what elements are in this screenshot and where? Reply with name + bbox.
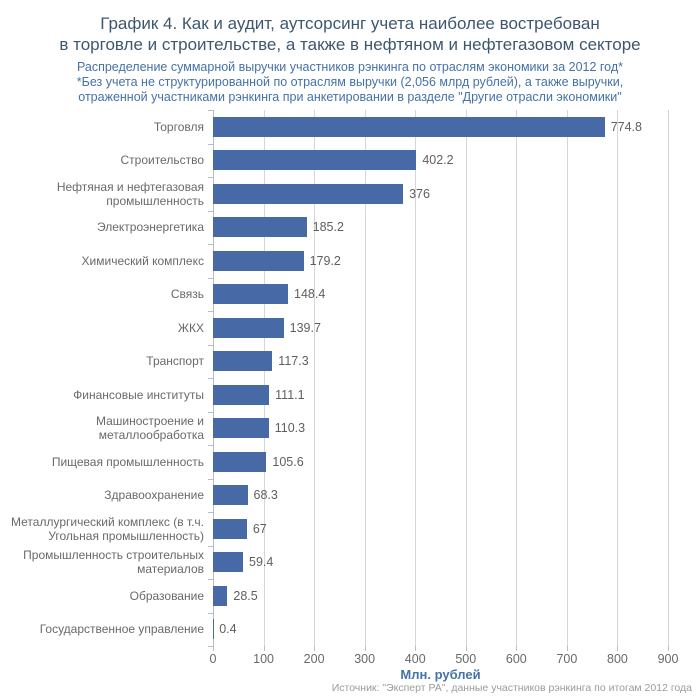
bar-cell (213, 244, 668, 278)
category-label: Нефтяная и нефтегазовая промышленность (56, 179, 204, 208)
value-label: 185.2 (312, 220, 344, 235)
chart-row (0, 345, 700, 379)
value-label: 0.4 (219, 622, 237, 637)
x-axis-tick-label: 800 (607, 652, 628, 666)
category-label: Связь (170, 287, 204, 302)
value-label: 179.2 (309, 253, 341, 268)
value-label: 148.4 (294, 287, 326, 302)
category-label: Металлургический комплекс (в т.ч. Угольная промышленность) (11, 514, 204, 543)
bar-cell (213, 311, 668, 345)
bar-cell (213, 613, 668, 647)
bar-rows (0, 110, 700, 646)
bar (213, 184, 403, 204)
category-label: ЖКХ (177, 320, 204, 335)
bar (213, 485, 248, 505)
value-label: 28.5 (233, 588, 258, 603)
chart-row (0, 512, 700, 546)
value-label: 111.1 (275, 387, 305, 402)
bar-cell (213, 579, 668, 613)
bar (213, 452, 266, 472)
x-axis-tick-label: 200 (303, 652, 325, 666)
category-label: Торговля (153, 119, 204, 134)
chart-title (0, 13, 700, 55)
value-label: 105.6 (272, 454, 304, 469)
bar-cell (213, 412, 668, 446)
plot-area (0, 110, 700, 646)
chart-row (0, 412, 700, 446)
x-axis-tick-label: 700 (556, 652, 578, 666)
value-label: 59.4 (249, 555, 274, 570)
value-label: 67 (252, 521, 267, 536)
category-label: Пищевая промышленность (51, 454, 204, 469)
chart-row (0, 613, 700, 647)
x-axis-tick (668, 646, 669, 651)
category-label: Строительство (120, 153, 204, 168)
bar (213, 351, 272, 371)
chart-row (0, 579, 700, 613)
chart-subtitle (0, 60, 700, 105)
x-axis-tick-label: 500 (455, 652, 477, 666)
chart-row (0, 278, 700, 312)
chart-subtitle-line1: Распределение суммарной выручки участников рэнкинга по отраслям экономики за 2012 год* (76, 60, 624, 74)
value-label: 376 (409, 186, 430, 201)
source-note: Источник: "Эксперт РА", данные участников рэнкинга по итогам 2012 года (331, 682, 692, 694)
bar (213, 284, 288, 304)
chart-row (0, 211, 700, 245)
value-label: 139.7 (289, 320, 321, 335)
chart-row (0, 445, 700, 479)
value-label: 402.2 (422, 153, 454, 168)
bar-cell (213, 144, 668, 178)
category-label: Транспорт (146, 354, 204, 369)
chart-row (0, 378, 700, 412)
bar (213, 586, 227, 606)
x-axis-tick-label: 300 (354, 652, 376, 666)
bar-cell (213, 479, 668, 513)
chart-row (0, 177, 700, 211)
bar (213, 251, 304, 271)
bar (213, 318, 284, 338)
bar-cell (213, 110, 668, 144)
bar-cell (213, 345, 668, 379)
bar (213, 117, 605, 137)
bar (213, 552, 243, 572)
value-label: 774.8 (610, 119, 642, 134)
x-axis-tick-label: 900 (657, 652, 679, 666)
value-label: 110.3 (274, 421, 306, 436)
bar-cell (213, 445, 668, 479)
category-label: Государственное управление (39, 622, 204, 637)
chart-subtitle-line3: отраженной участниками рэнкинга при анкетировании в разделе "Другие отрасли экономики" (78, 90, 622, 104)
bar (213, 385, 269, 405)
chart-subtitle-line2: *Без учета не структурированной по отраслям выручки (2,056 млрд рублей), а также выручки, (76, 75, 624, 89)
chart-row (0, 479, 700, 513)
bar (213, 418, 269, 438)
chart-row (0, 311, 700, 345)
bar (213, 150, 416, 170)
x-axis-tick-label: 400 (404, 652, 426, 666)
bar-cell (213, 211, 668, 245)
x-axis-tick-label: 0 (209, 652, 217, 666)
x-axis-tick-label: 100 (253, 652, 274, 666)
category-label: Образование (129, 588, 204, 603)
chart-row (0, 144, 700, 178)
value-label: 117.3 (278, 354, 309, 369)
value-label: 68.3 (253, 488, 278, 503)
category-label: Машиностроение и металлообработка (96, 414, 204, 443)
bar (213, 217, 307, 237)
bar-cell (213, 378, 668, 412)
category-label: Промышленность строительных материалов (23, 548, 204, 577)
x-axis-tick-label: 600 (505, 652, 527, 666)
bar (213, 519, 247, 539)
chart-row (0, 546, 700, 580)
chart-title-line2: в торговле и строительстве, а также в нефтяном и нефтегазовом секторе (59, 35, 641, 54)
chart-row (0, 110, 700, 144)
category-label: Химический комплекс (81, 253, 204, 268)
chart-title-line1: График 4. Как и аудит, аутсорсинг учета наиболее востребован (100, 14, 600, 33)
bar-cell (213, 512, 668, 546)
category-label: Электроэнергетика (96, 220, 204, 235)
category-label: Здравоохранение (104, 488, 204, 503)
x-axis-title: Млн. рублей (400, 667, 481, 682)
bar-cell (213, 177, 668, 211)
category-label: Финансовые институты (73, 387, 204, 402)
bar-cell (213, 546, 668, 580)
chart-row (0, 244, 700, 278)
x-axis-tick-labels (209, 646, 679, 666)
bar-cell (213, 278, 668, 312)
